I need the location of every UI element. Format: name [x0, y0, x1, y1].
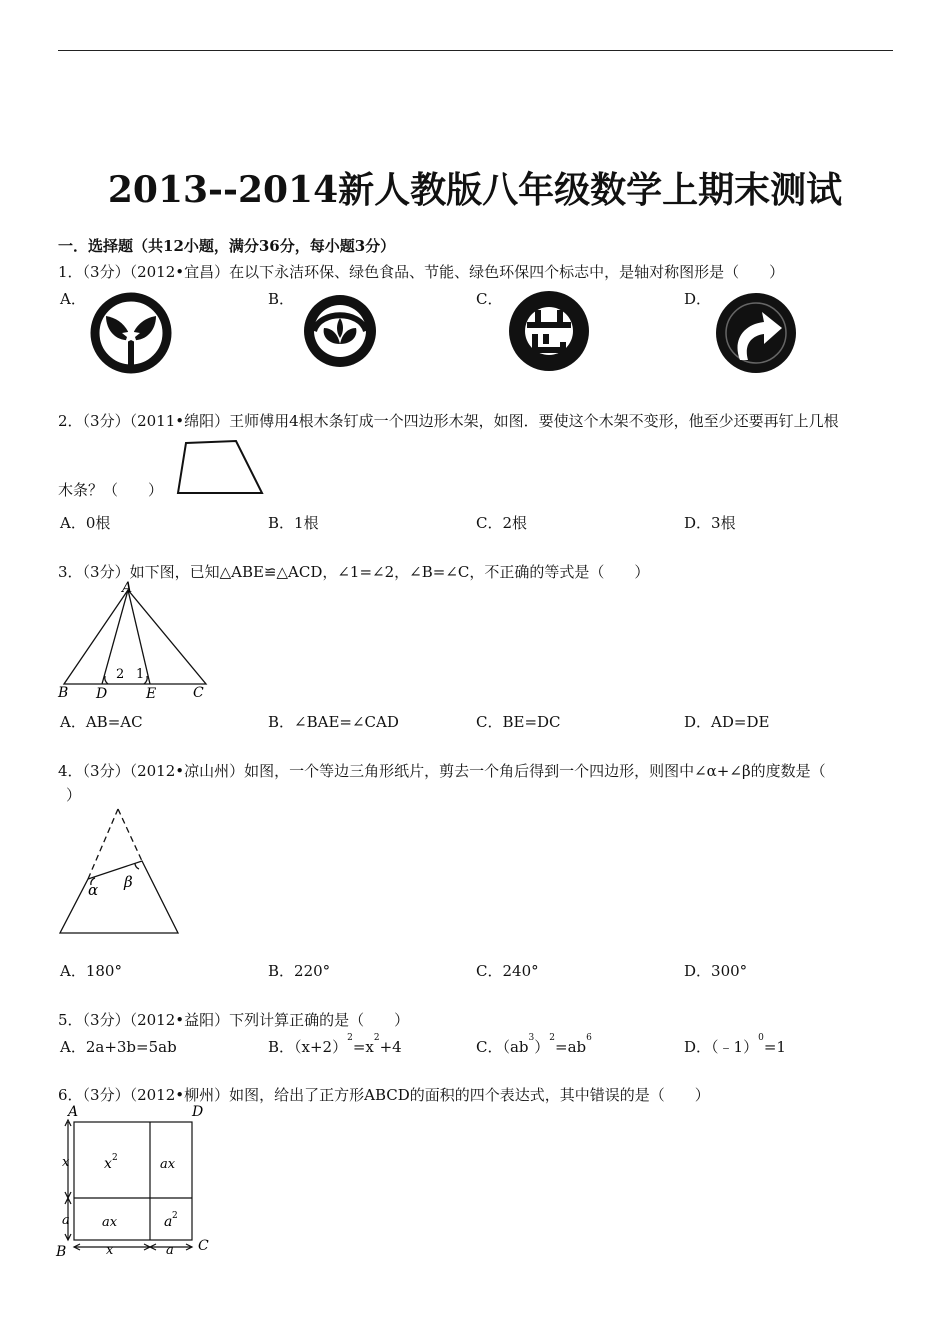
- q5-option-a: A．2a+3b=5ab: [60, 1038, 177, 1056]
- square-area-figure: [54, 1102, 219, 1262]
- q5-option-b: B．$(x+2)^2=x^2+4$: [268, 1033, 402, 1056]
- q6-label-b: B: [56, 1244, 67, 1260]
- q2-option-d: D．3根: [684, 514, 736, 532]
- question-3-stem: 3．（3分）如下图，已知△ABE≌△ACD，∠1=∠2，∠B=∠C，不正确的等式是（ ）: [58, 563, 650, 581]
- q4-option-b: B．220°: [268, 962, 331, 980]
- q6-side-x: x: [62, 1155, 70, 1170]
- question-5-stem: 5．（3分）（2012•益阳）下列计算正确的是（ ）: [58, 1011, 410, 1029]
- q3-label-e: E: [146, 686, 157, 702]
- q4-beta-label: β: [124, 873, 133, 891]
- header-rule: [58, 50, 893, 51]
- question-6-stem: 6．（3分）（2012•柳州）如图，给出了正方形ABCD的面积的四个表达式，其中错误的是（ ）: [58, 1086, 710, 1104]
- green-environment-logo: [712, 290, 802, 376]
- document-title: 2013--2014新人教版八年级数学上期末测试: [107, 169, 843, 211]
- question-2-stem-line1: 2．（3分）（2011•绵阳）王师傅用4根木条钉成一个四边形木架，如图．要使这个木架不变形，他至少还要再钉上几根: [58, 412, 839, 430]
- q6-bottom-x: x: [106, 1243, 114, 1258]
- cut-triangle-figure: [56, 805, 186, 937]
- q6-cell-a2: a: [164, 1214, 173, 1230]
- q2-option-b: B．1根: [268, 514, 319, 532]
- q3-label-c: C: [193, 685, 204, 701]
- q1-option-a-label: A．: [60, 290, 86, 308]
- q6-label-a: A: [68, 1104, 79, 1120]
- q2-option-c: C．2根: [476, 514, 528, 532]
- question-1-stem: 1．（3分）（2012•宜昌）在以下永洁环保、绿色食品、节能、绿色环保四个标志中，是轴对称图形是（ ）: [58, 263, 785, 281]
- q1-option-d-label: D．: [684, 290, 712, 308]
- q2-option-a: A．0根: [60, 514, 111, 532]
- q3-option-d: D．AD=DE: [684, 713, 770, 731]
- q6-label-d: D: [192, 1104, 204, 1120]
- q6-cell-ax-bottom: ax: [102, 1215, 118, 1230]
- q4-alpha-label: α: [88, 881, 99, 899]
- q6-cell-x2: x: [104, 1156, 112, 1172]
- eco-clean-logo: [88, 290, 178, 376]
- q3-option-a: A．AB=AC: [60, 713, 143, 731]
- q3-angle-2-label: 2: [116, 667, 125, 682]
- q5-option-d: D．（﹣1）$^0$=1: [684, 1033, 786, 1056]
- question-4-stem-line1: 4．（3分）（2012•凉山州）如图，一个等边三角形纸片，剪去一个角后得到一个四边形，则图中∠α+∠β的度数是（: [58, 762, 826, 780]
- quadrilateral-frame-figure: [172, 438, 270, 498]
- triangle-abe-acd-figure: [56, 580, 216, 704]
- q4-option-a: A．180°: [60, 962, 122, 980]
- q1-option-c-label: C．: [476, 290, 503, 308]
- q5-option-c: C．$(ab^3)^2=ab^6$: [476, 1033, 592, 1056]
- q3-option-c: C．BE=DC: [476, 713, 561, 731]
- q6-side-a: a: [62, 1213, 70, 1228]
- q3-option-b: B．∠BAE=∠CAD: [268, 713, 399, 731]
- q6-cell-a2-exp: 2: [172, 1211, 178, 1221]
- section-heading: 一．选择题（共12小题，满分36分，每小题3分）: [58, 237, 396, 255]
- q4-option-c: C．240°: [476, 962, 539, 980]
- question-4-stem-line2: ）: [66, 786, 82, 804]
- q6-bottom-a: a: [166, 1243, 174, 1258]
- q1-option-b-label: B．: [268, 290, 295, 308]
- q3-label-a: A: [122, 580, 133, 596]
- green-food-logo: [298, 290, 384, 372]
- q6-cell-ax-top: ax: [160, 1157, 176, 1172]
- q6-label-c: C: [198, 1238, 209, 1254]
- q6-cell-x2-exp: 2: [112, 1153, 118, 1163]
- q4-option-d: D．300°: [684, 962, 748, 980]
- q3-label-d: D: [96, 686, 108, 702]
- question-2-stem-line2: 木条？（ ）: [58, 481, 164, 499]
- energy-saving-logo: [505, 288, 595, 374]
- q3-angle-1-label: 1: [136, 667, 145, 682]
- q3-label-b: B: [58, 685, 69, 701]
